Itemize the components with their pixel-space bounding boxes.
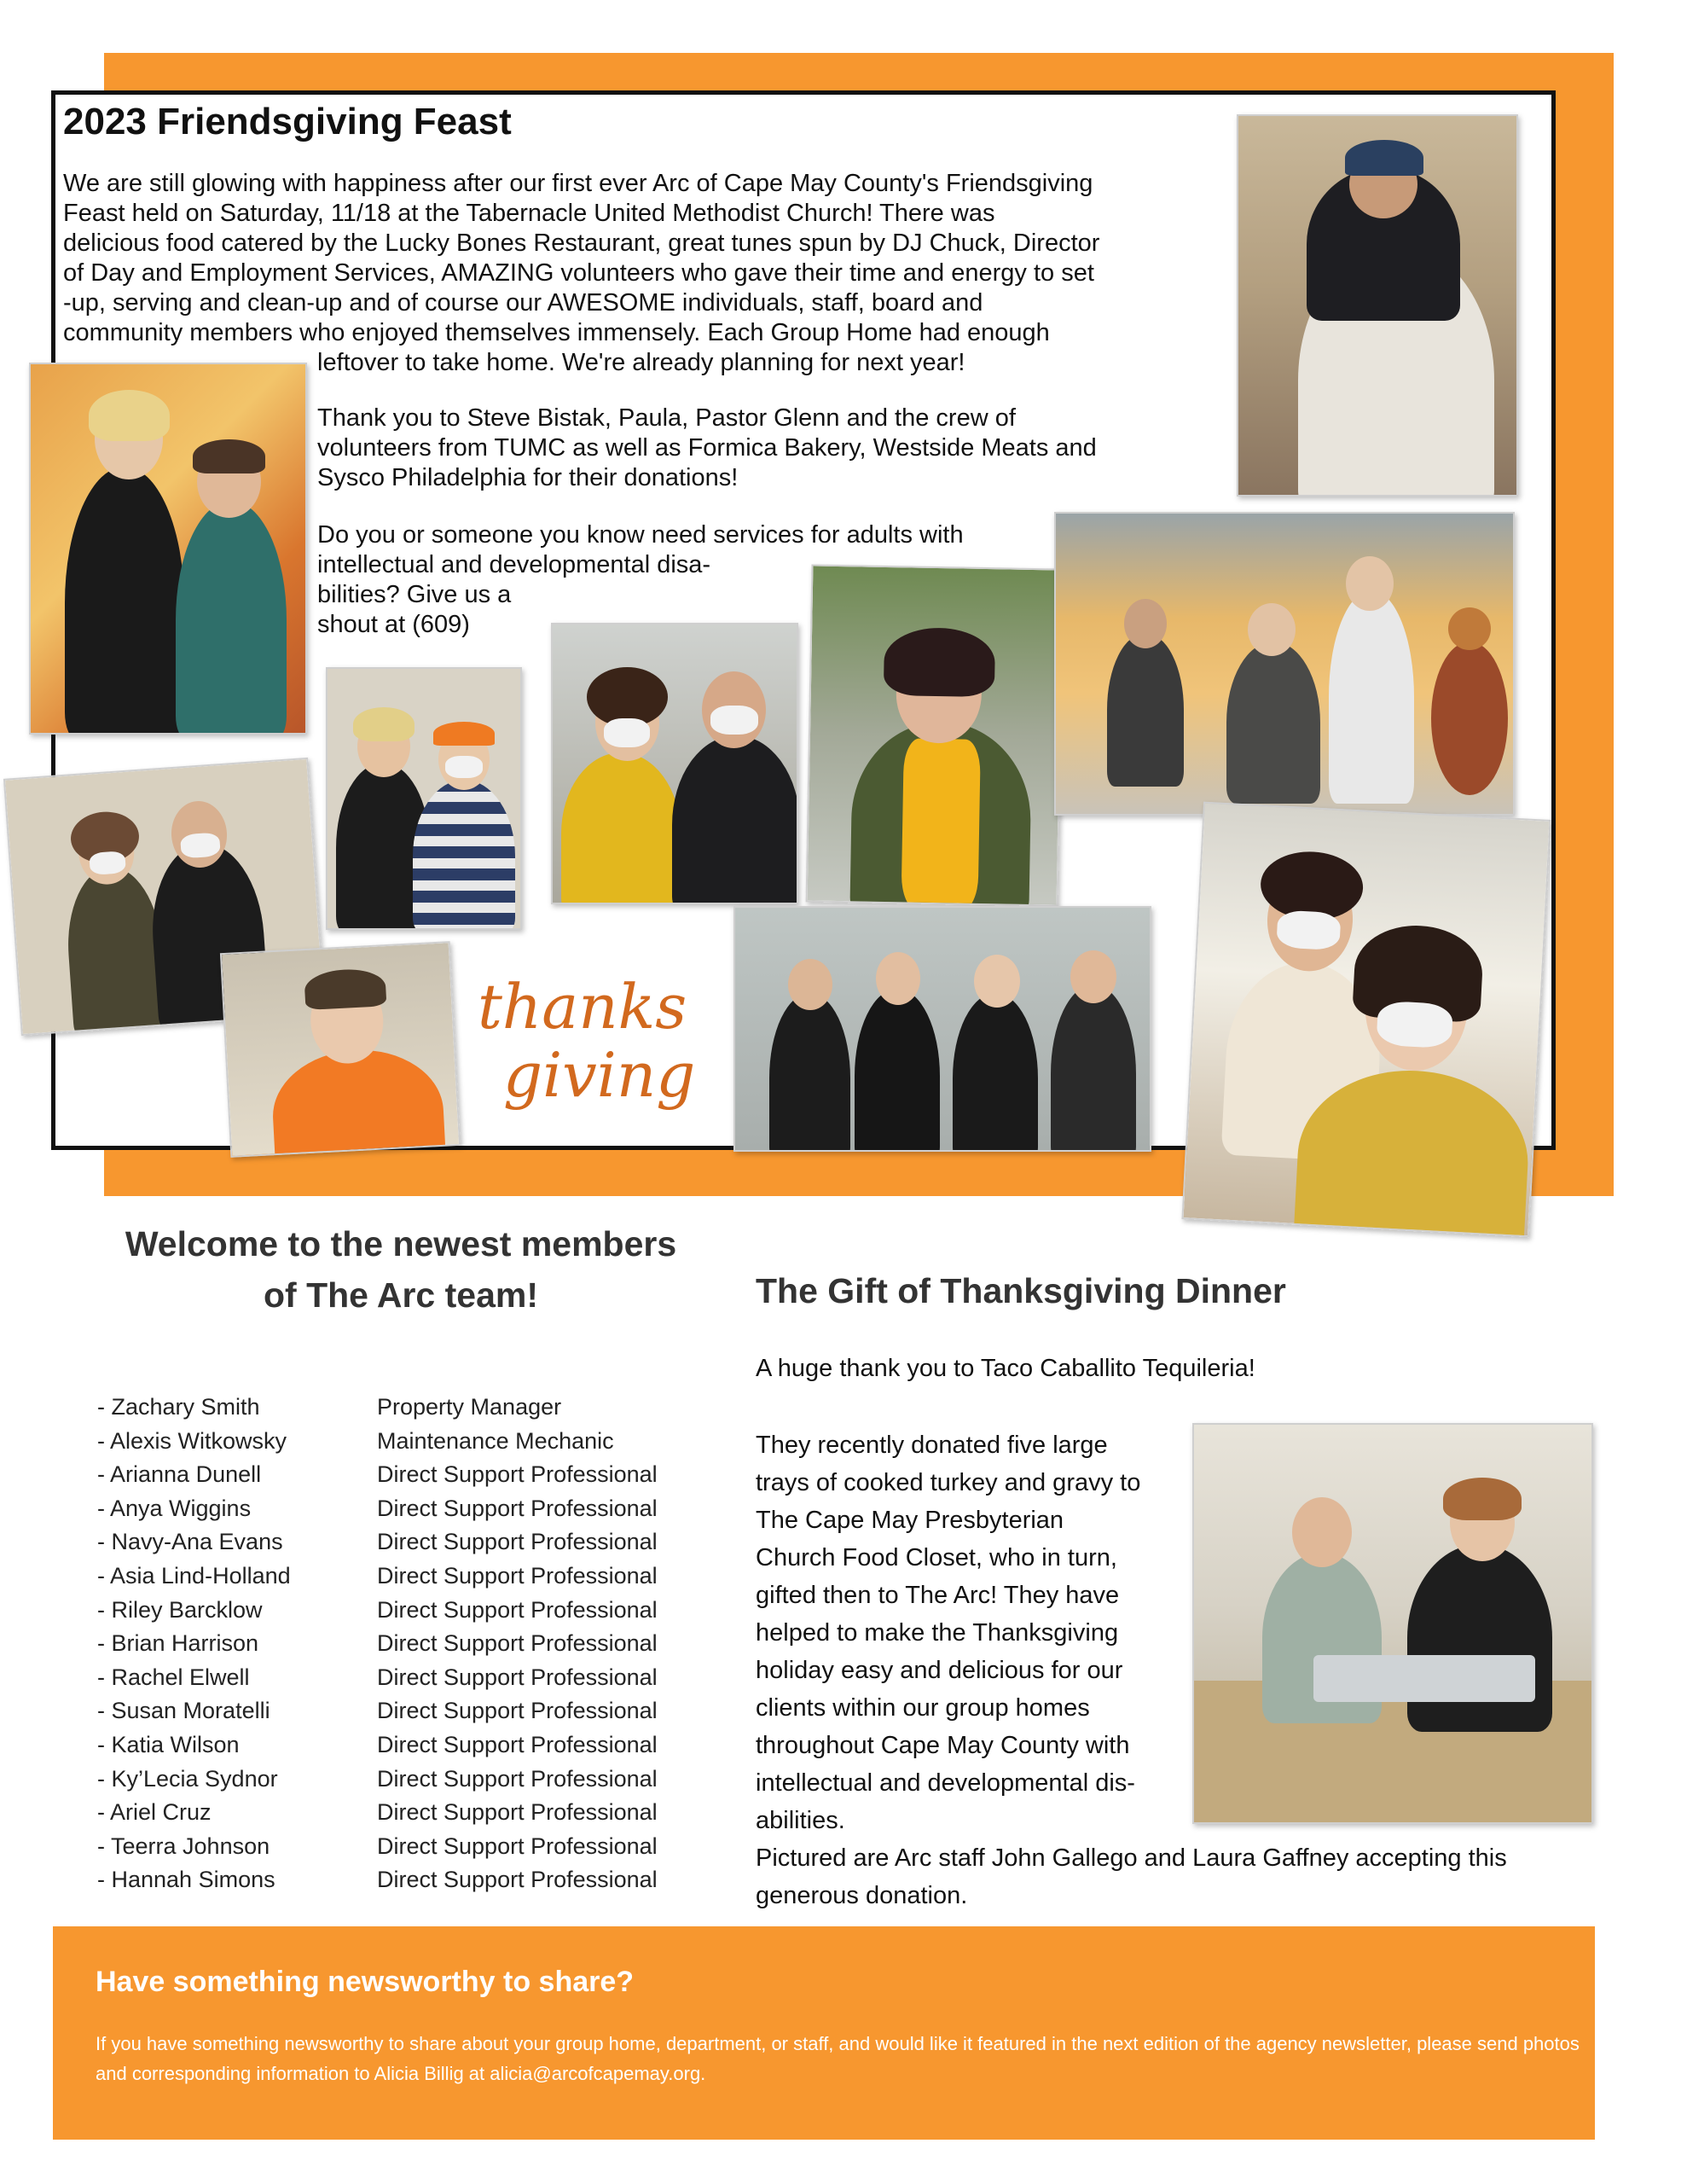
- feast-line: delicious food catered by the Lucky Bones Restaurant, great tunes spun by DJ Chuck, Director: [63, 229, 1100, 257]
- member-role: Property Manager: [377, 1394, 562, 1420]
- photo-two-masked-people: [551, 623, 798, 904]
- feast-line: leftover to take home. We're already planning for next year!: [317, 349, 965, 376]
- member-role: Direct Support Professional: [377, 1867, 658, 1893]
- services-line: intellectual and developmental disa-: [317, 551, 711, 578]
- services-line: bilities? Give us a: [317, 581, 512, 608]
- feast-line: We are still glowing with happiness after our first ever Arc of Cape May County's Friendsgiving: [63, 170, 1093, 197]
- gift-line: helped to make the Thanksgiving: [756, 1619, 1119, 1647]
- logo-word-thanks: thanks: [478, 971, 687, 1043]
- member-role: Direct Support Professional: [377, 1698, 658, 1724]
- thanks-line: Thank you to Steve Bistak, Paula, Pastor Glenn and the crew of: [317, 404, 1016, 432]
- gift-line: generous donation.: [756, 1882, 968, 1909]
- gift-line: Church Food Closet, who in turn,: [756, 1544, 1117, 1571]
- welcome-title-line-1: Welcome to the newest members: [125, 1224, 677, 1263]
- photo-woman-and-man-cap: [326, 667, 522, 930]
- member-name: - Zachary Smith: [97, 1394, 260, 1420]
- thanks-line: Sysco Philadelphia for their donations!: [317, 464, 739, 491]
- welcome-title: [94, 1218, 708, 1321]
- gift-line: intellectual and developmental dis-: [756, 1769, 1135, 1797]
- member-name: - Arianna Dunell: [97, 1461, 262, 1488]
- logo-word-giving: giving: [503, 1039, 696, 1111]
- member-name: - Rachel Elwell: [97, 1664, 250, 1690]
- member-name: - Anya Wiggins: [97, 1495, 252, 1521]
- services-line: shout at (609): [317, 611, 470, 638]
- member-name: - Asia Lind-Holland: [97, 1562, 291, 1589]
- feast-line: Feast held on Saturday, 11/18 at the Tabernacle United Methodist Church! There was: [63, 200, 995, 227]
- gift-line: trays of cooked turkey and gravy to: [756, 1469, 1141, 1496]
- gift-line: gifted then to The Arc! They have: [756, 1582, 1120, 1609]
- gift-line: Pictured are Arc staff John Gallego and Laura Gaffney accepting this: [756, 1844, 1507, 1872]
- gift-title: The Gift of Thanksgiving Dinner: [756, 1271, 1286, 1310]
- member-role: Direct Support Professional: [377, 1630, 658, 1657]
- newsworthy-title: Have something newsworthy to share?: [96, 1966, 635, 1998]
- gift-line: abilities.: [756, 1807, 845, 1834]
- photo-woman-glasses: [806, 564, 1064, 906]
- member-name: - Teerra Johnson: [97, 1833, 270, 1859]
- member-role: Direct Support Professional: [377, 1529, 658, 1555]
- photo-man-orange-shirt: [220, 941, 461, 1158]
- member-role: Direct Support Professional: [377, 1562, 658, 1589]
- photo-group-wheelchairs: [1054, 512, 1515, 816]
- gift-line: They recently donated five large: [756, 1432, 1108, 1459]
- member-name: - Riley Barcklow: [97, 1596, 263, 1623]
- member-role: Direct Support Professional: [377, 1799, 658, 1826]
- gift-line: The Cape May Presbyterian: [756, 1507, 1064, 1534]
- member-role: Maintenance Mechanic: [377, 1427, 614, 1454]
- photo-four-staff: [733, 906, 1151, 1152]
- member-role: Direct Support Professional: [377, 1495, 658, 1521]
- member-role: Direct Support Professional: [377, 1664, 658, 1690]
- gift-line: clients within our group homes: [756, 1694, 1090, 1722]
- gift-line: holiday easy and delicious for our: [756, 1657, 1123, 1684]
- thanks-line: volunteers from TUMC as well as Formica Bakery, Westside Meats and: [317, 434, 1097, 462]
- feast-line: community members who enjoyed themselves immensely. Each Group Home had enough: [63, 319, 1050, 346]
- member-name: - Susan Moratelli: [97, 1698, 270, 1724]
- feast-line: -up, serving and clean-up and of course our AWESOME individuals, staff, board and: [63, 289, 983, 317]
- gift-line: throughout Cape May County with: [756, 1732, 1130, 1759]
- feast-line: of Day and Employment Services, AMAZING volunteers who gave their time and energy to set: [63, 259, 1094, 287]
- photo-donation-kitchen: [1192, 1423, 1593, 1824]
- member-name: - Ariel Cruz: [97, 1799, 212, 1826]
- photo-two-men-hats: [1237, 114, 1518, 497]
- thanksgiving-logo: [461, 947, 708, 1143]
- member-name: - Brian Harrison: [97, 1630, 259, 1657]
- welcome-title-line-2: of The Arc team!: [264, 1275, 538, 1315]
- photo-two-women: [29, 363, 307, 735]
- photo-two-women-masked: [1181, 802, 1551, 1238]
- services-line: Do you or someone you know need services for adults with: [317, 521, 964, 549]
- member-name: - Navy-Ana Evans: [97, 1529, 283, 1555]
- member-name: - Ky’Lecia Sydnor: [97, 1765, 278, 1792]
- member-name: - Hannah Simons: [97, 1867, 275, 1893]
- member-role: Direct Support Professional: [377, 1731, 658, 1757]
- member-name: - Katia Wilson: [97, 1731, 240, 1757]
- gift-intro: A huge thank you to Taco Caballito Tequileria!: [756, 1355, 1255, 1382]
- member-role: Direct Support Professional: [377, 1765, 658, 1792]
- member-name: - Alexis Witkowsky: [97, 1427, 287, 1454]
- feast-title: 2023 Friendsgiving Feast: [63, 101, 512, 142]
- member-role: Direct Support Professional: [377, 1833, 658, 1859]
- member-role: Direct Support Professional: [377, 1596, 658, 1623]
- member-role: Direct Support Professional: [377, 1461, 658, 1488]
- newsworthy-body: If you have something newsworthy to share about your group home, department, or staff, and would like it featured in the next edition of the agency newsletter, please send photos and corresponding information to Alicia Billig at alicia@arcofcapemay.org.: [96, 2033, 1580, 2084]
